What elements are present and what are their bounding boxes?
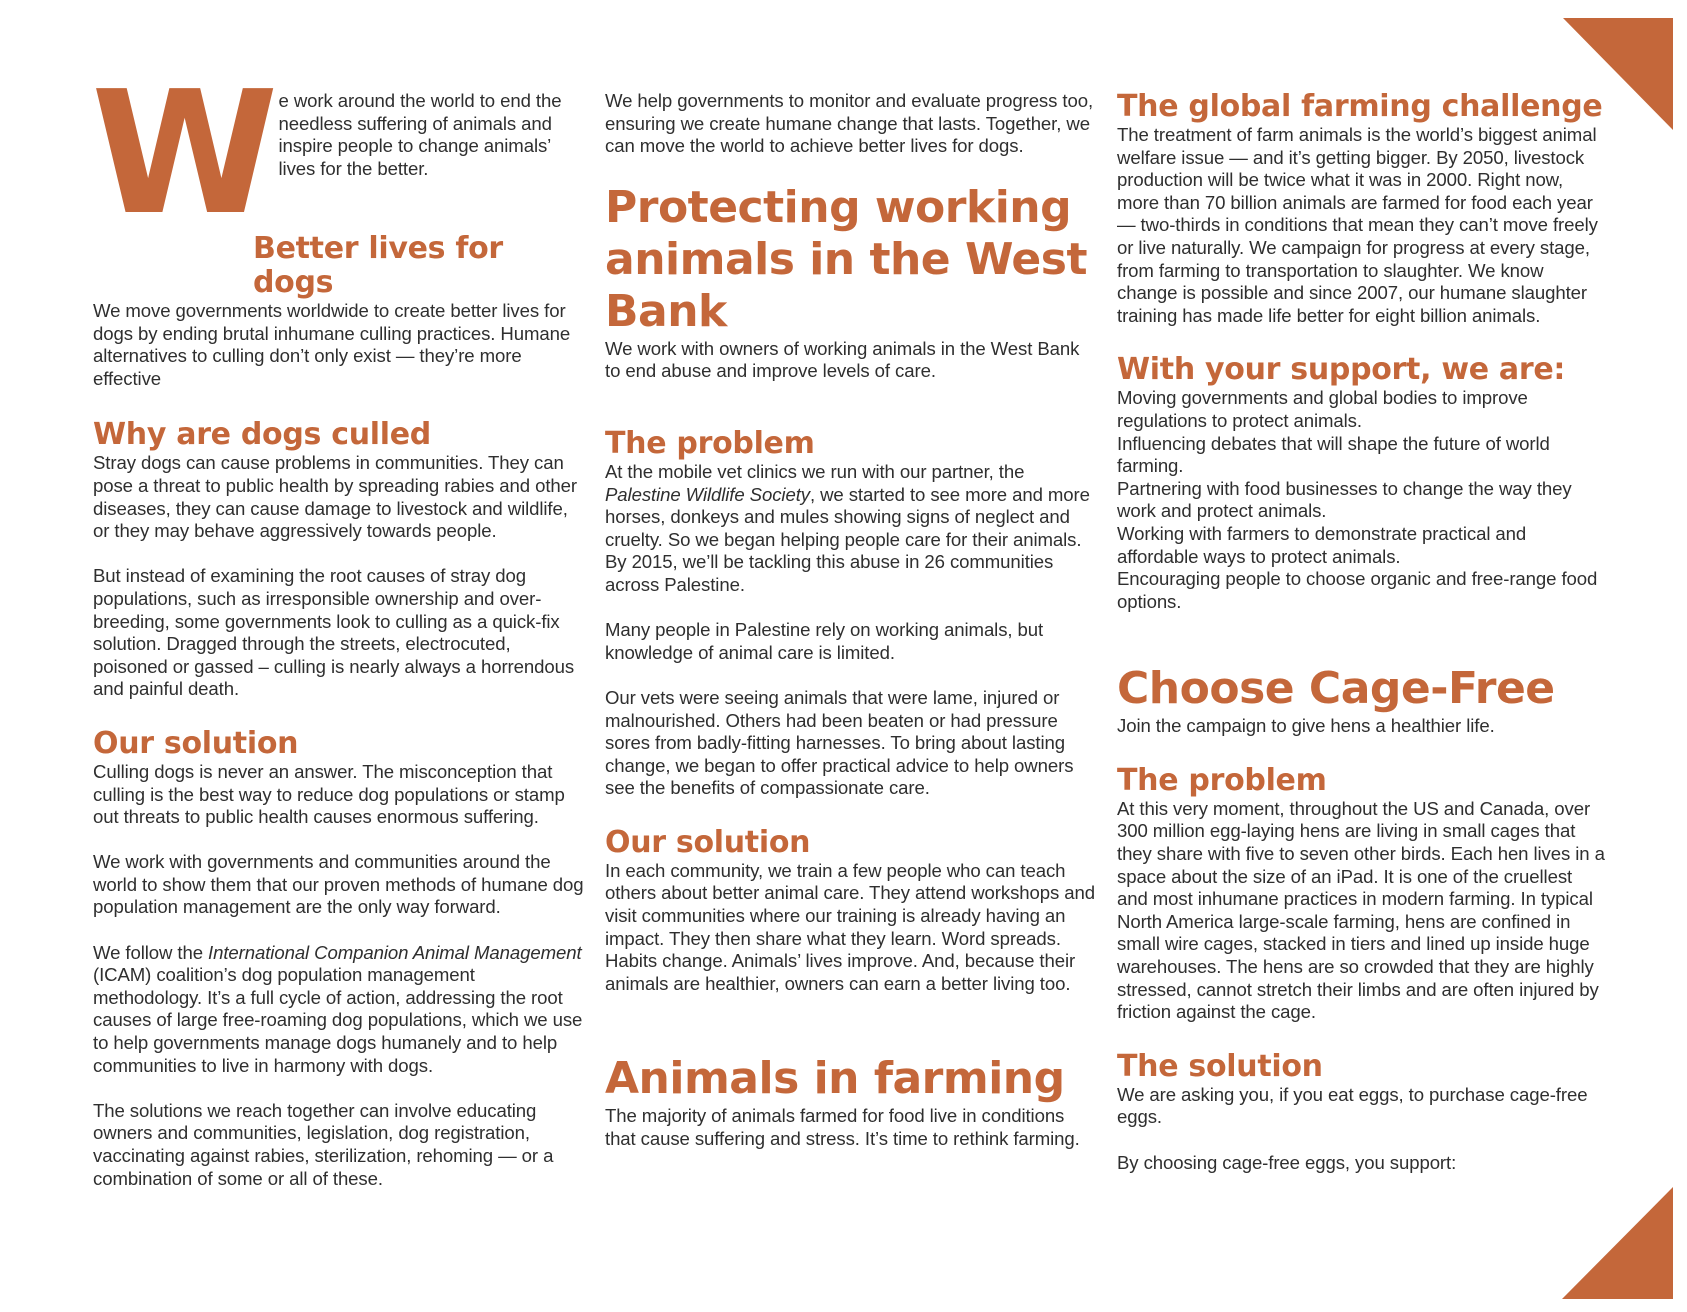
solution-heading: Our solution — [605, 824, 811, 860]
hens-problem-heading: The problem — [1117, 762, 1327, 798]
column-dogs — [91, 55, 588, 1190]
our-solution-paragraph-4: The solutions we reach together can involve educating owners and communities, legislation, dog registration, vaccinating against rabies, sterilization, rehoming — or a combination of some or all of these. — [93, 1099, 554, 1189]
why-culled-paragraph-2: But instead of examining the root causes of stray dog populations, such as irresponsible ownership and over-breeding, some governments look to culling as a quick-fix solution. Dragged through the streets, electrocuted, poisoned or gassed – culling is nearly always a horrendous and painful death. — [93, 565, 575, 700]
cage-free-text: Join the campaign to give hens a healthier life. — [1117, 715, 1495, 737]
intro-text: e work around the world to end the needless suffering of animals and inspire people to change animals’ lives for the better. — [278, 90, 562, 179]
support-item: Partnering with food businesses to change the way they work and protect animals. — [1117, 477, 1572, 522]
support-item: Encouraging people to choose organic and free-range food options. — [1117, 568, 1598, 612]
hens-solution-paragraph-1: We are asking you, if you eat eggs, to purchase cage-free eggs. — [1117, 1083, 1588, 1128]
west-bank-text: We work with owners of working animals in the West Bank to end abuse and improve levels of care. — [605, 337, 1080, 382]
our-solution-paragraph-1: Culling dogs is never an answer. The misconception that culling is the best way to reduce dog populations or stamp out threats to public health causes enormous suffering. — [93, 760, 565, 828]
why-culled-paragraph-1: Stray dogs can cause problems in communities. They can pose a threat to public health by spreading rabies and other diseases, they can cause damage to livestock and wildlife, or they may behave aggressively towards people. — [93, 452, 577, 542]
icam-name: International Companion Animal Management — [208, 941, 582, 963]
drop-cap: W — [91, 55, 273, 253]
column-farming — [1117, 86, 1607, 1174]
support-item: Moving governments and global bodies to improve regulations to protect animals. — [1117, 387, 1528, 431]
intro-block — [91, 55, 588, 253]
hens-solution-paragraph-2: By choosing cage-free eggs, you support: — [1117, 1151, 1457, 1173]
bottom-right-corner-triangle — [1562, 1187, 1673, 1299]
partner-name: Palestine Wildlife Society — [605, 483, 810, 505]
west-bank-heading: Protecting working animals in the West Bank — [605, 181, 1087, 337]
better-lives-heading: Better lives for dogs — [253, 231, 503, 300]
farming-text: The majority of animals farmed for food live in conditions that cause suffering and stress. It’s time to rethink farming. — [605, 1105, 1080, 1150]
column-working-animals — [605, 86, 1097, 1151]
problem-paragraph-3: Our vets were seeing animals that were lame, injured or malnourished. Others had been beaten or had pressure sores from badly-fitting harnesses. To bring about lasting change, we began to offer practical advice to help owners see the benefits of compassionate care. — [605, 686, 1074, 799]
problem-paragraph-2: Many people in Palestine rely on working animals, but knowledge of animal care is limited. — [605, 619, 1044, 663]
global-farming-text: The treatment of farm animals is the world’s biggest animal welfare issue — and it’s getting bigger. By 2050, livestock production will be twice what it was in 2000. Right now, more than 70 billion animals are farmed for food each year — two-thirds in conditions that mean they can’t move freely or live naturally. We campaign for progress at every stage, from farming to transportation to slaughter. We know change is possible and since 2007, our humane slaughter training has made life better for eight billion animals. — [1117, 124, 1598, 326]
hens-problem-text: At this very moment, throughout the US and Canada, over 300 million egg-laying hens are living in small cages that they share with five to seven other birds. Each hen lives in a space about the size of an iPad. It is one of the cruellest and most inhumane practices in modern farming. In typical North America large-scale farming, hens are confined in small wire cages, stacked in tiers and lined up inside huge warehouses. The hens are so crowded that they are highly stressed, cannot stretch their limbs and are often injured by friction against the cage. — [1117, 797, 1605, 1023]
support-heading: With your support, we are: — [1117, 352, 1566, 388]
farming-heading: Animals in farming — [605, 1053, 1065, 1105]
cage-free-heading: Choose Cage-Free — [1117, 663, 1555, 715]
global-farming-heading: The global farming challenge — [1117, 89, 1603, 124]
why-culled-heading: Why are dogs culled — [93, 417, 431, 453]
better-lives-text: We move governments worldwide to create better lives for dogs by ending brutal inhumane culling practices. Humane alternatives to culling don’t only exist — they’re more effective — [93, 300, 571, 389]
problem-paragraph-1: At the mobile vet clinics we run with our partner, the Palestine Wildlife Society, we started to see more and more horses, donkeys and mules showing signs of neglect and cruelty. So we began helping people care for their animals. By 2015, we’ll be tackling this abuse in 26 communities across Palestine. — [605, 460, 1090, 595]
support-item: Working with farmers to demonstrate practical and affordable ways to protect animals. — [1117, 522, 1527, 567]
hens-solution-heading: The solution — [1117, 1048, 1323, 1084]
our-solution-heading: Our solution — [93, 725, 299, 761]
our-solution-paragraph-3: We follow the International Companion Animal Management (ICAM) coalition’s dog population management methodology. It’s a full cycle of action, addressing the root causes of large free-roaming dog populations, which we use to help governments manage dogs humanely and to help communities to live in harmony with dogs. — [93, 941, 583, 1076]
problem-heading: The problem — [605, 425, 815, 461]
support-item: Influencing debates that will shape the future of world farming. — [1117, 432, 1550, 477]
solution-text: In each community, we train a few people who can teach others about better animal care. They attend workshops and visit communities where our training is already having an impact. They then share what they learn. Word spreads. Habits change. Animals’ lives improve. And, because their animals are healthier, owners can earn a better living too. — [605, 859, 1095, 994]
monitor-progress-text: We help governments to monitor and evaluate progress too, ensuring we create humane change that lasts. Together, we can move the world to achieve better lives for dogs. — [605, 90, 1094, 157]
support-list — [1117, 387, 1607, 613]
our-solution-paragraph-2: We work with governments and communities around the world to show them that our proven methods of humane dog population management are the only way forward. — [93, 851, 584, 918]
